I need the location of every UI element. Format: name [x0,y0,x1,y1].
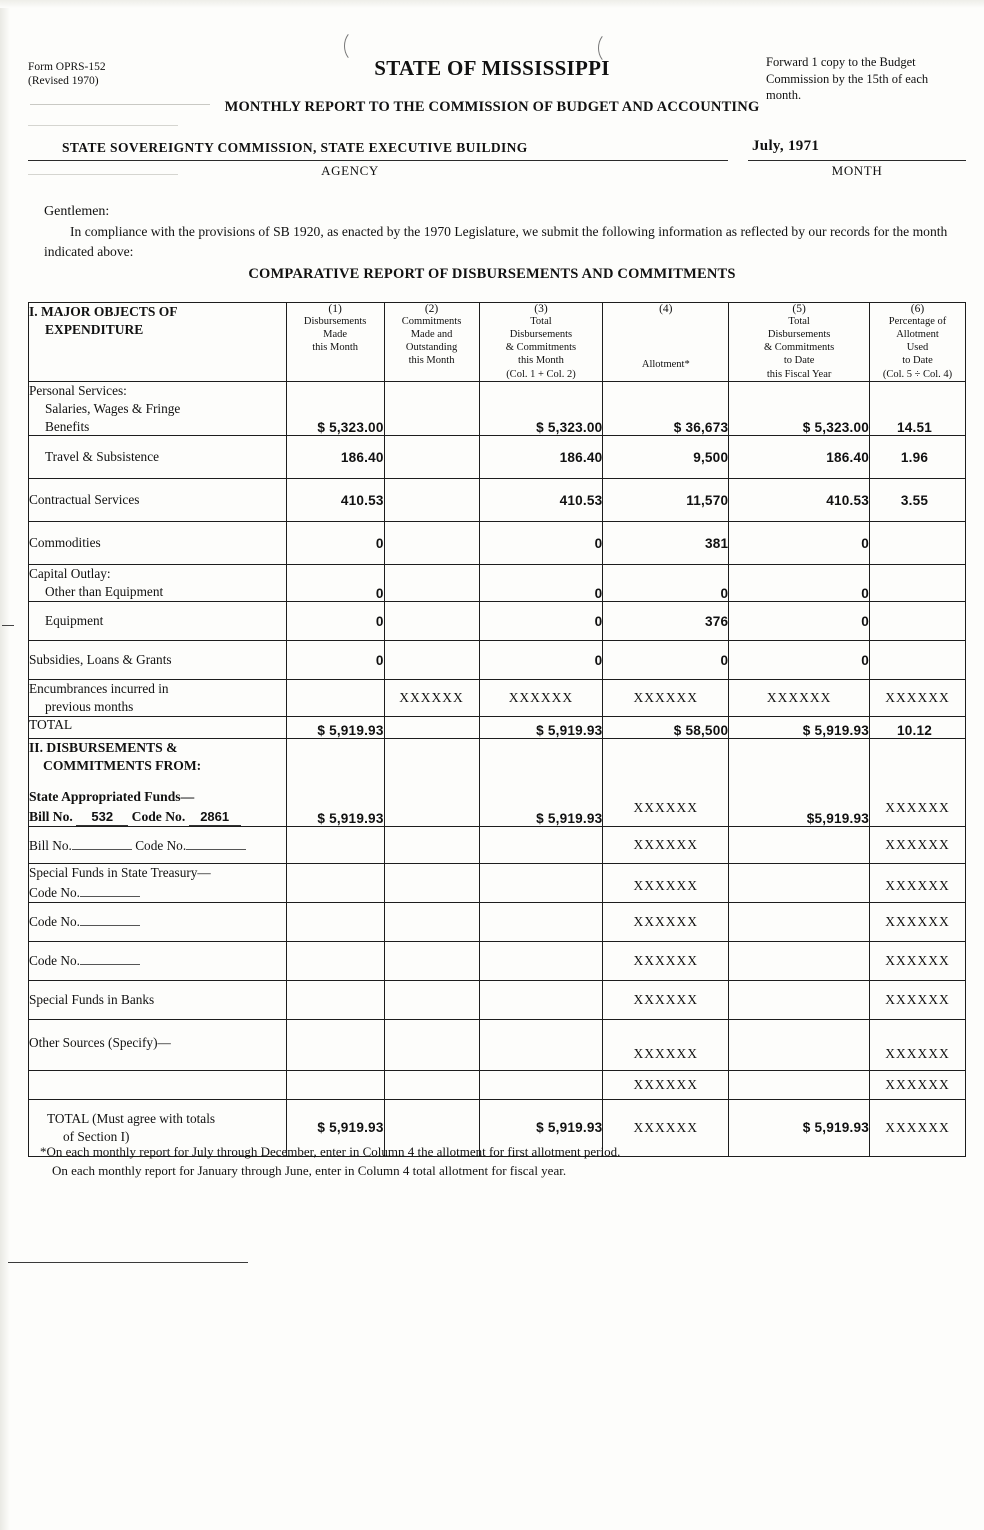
cell-c4: 11,570 [603,479,729,522]
cell-c2 [384,942,479,981]
salutation: Gentlemen: [44,204,110,219]
cell-c1: $ 5,323.00 [286,381,384,436]
cell-c1: $ 5,919.93 [286,716,384,738]
compliance-paragraph: In compliance with the provisions of SB 1920, as enacted by the 1970 Legislature, we submit the following information as reflected by our records for the month indicated above: [44,224,948,259]
cell-c3: $ 5,919.93 [479,738,603,827]
cell-c6 [870,641,966,680]
hdr-line: this Fiscal Year [766,368,832,380]
cell-c1 [286,903,384,942]
month-label: MONTH [831,163,883,178]
cell-c5 [729,1071,870,1100]
cell-c6: XXXXXX [870,903,966,942]
col-header-6 [870,315,966,381]
cell-c6: XXXXXX [870,981,966,1020]
cell-c1: 0 [286,565,384,602]
form-id-line2: (Revised 1970) [28,75,99,88]
col-header-1 [286,315,384,381]
agency-value: STATE SOVEREIGNTY COMMISSION, STATE EXECUTIVE BUILDING [62,140,528,155]
ghost-text [790,118,794,128]
label-line: Personal Services: [29,382,127,398]
cell-c5: XXXXXX [729,680,870,717]
label-line: previous months [45,698,134,714]
cell-c4: XXXXXX [603,942,729,981]
scan-stray-line [28,125,178,126]
stub-header-line1: I. MAJOR OBJECTS OF [29,304,178,319]
ghost-text [224,195,228,205]
bill-no-value[interactable]: 532 [76,808,128,827]
hdr-line: Disbursements [509,329,573,341]
cell-c2 [384,381,479,436]
table-row [29,436,966,479]
cell-c3 [479,942,603,981]
label-line: Contractual Services [29,492,140,508]
hdr-line: Used [906,342,929,354]
cell-c3: 410.53 [479,479,603,522]
cell-c3 [479,903,603,942]
cell-c5: 0 [729,602,870,641]
cell-c5: 186.40 [729,436,870,479]
cell-c5: 0 [729,565,870,602]
cell-c2 [384,479,479,522]
scan-stray-tick [2,625,14,626]
code-no-label: Code No. [29,885,80,901]
table-row [29,680,966,717]
row-label-total: TOTAL [29,716,287,738]
label-line: Salaries, Wages & Fringe [45,400,181,416]
hdr-line: this Month [408,355,455,367]
code-no-blank[interactable] [80,885,140,897]
table-row [29,381,966,436]
cell-c1: $ 5,919.93 [286,1100,384,1157]
cell-c5 [729,903,870,942]
col-number-3: (3) [479,303,603,316]
cell-c4: 0 [603,641,729,680]
cell-c3: $ 5,919.93 [479,1100,603,1157]
label-line: Other Sources (Specify)— [29,1035,171,1051]
code-no-label: Code No. [135,838,187,854]
hdr-line: Made [323,329,348,341]
cell-c3 [479,981,603,1020]
col-header-5 [729,315,870,381]
row-label-travel [29,436,287,479]
cell-c5: $ 5,323.00 [729,381,870,436]
col-header-4 [603,315,729,381]
row-label-code-no-1 [29,903,287,942]
agency-label: AGENCY [321,163,379,178]
row-label-code-no-2 [29,942,287,981]
table-row [29,522,966,565]
cell-c1: $ 5,919.93 [286,738,384,827]
cell-c5 [729,1020,870,1071]
page-subtitle: MONTHLY REPORT TO THE COMMISSION OF BUDGET AND ACCOUNTING [224,99,760,115]
cell-c1: 0 [286,522,384,565]
hdr-line: Total [530,316,552,327]
code-no-label: Code No. [29,914,80,930]
stub-header [29,303,287,382]
bill-no-label: Bill No. [29,808,73,824]
cell-c4: XXXXXX [603,680,729,717]
cell-c1 [286,1020,384,1071]
cell-c5 [729,827,870,864]
section2-heading-line2: COMMITMENTS FROM: [43,758,202,774]
cell-c4: 381 [603,522,729,565]
cell-c4: XXXXXX [603,981,729,1020]
cell-c1: 186.40 [286,436,384,479]
label-line: of Section I) [63,1128,130,1144]
row-label-bill-code-blank [29,827,287,864]
comparative-report-title: COMPARATIVE REPORT OF DISBURSEMENTS AND COMMITMENTS [248,266,736,282]
cell-c4: 376 [603,602,729,641]
cell-c6: XXXXXX [870,1100,966,1157]
cell-c1 [286,981,384,1020]
cell-c3 [479,864,603,903]
table-row [29,479,966,522]
stub-header-line2: EXPENDITURE [45,321,144,337]
cell-c2 [384,565,479,602]
cell-c2 [384,827,479,864]
cell-c2 [384,716,479,738]
cell-c2 [384,903,479,942]
cell-c4: 0 [603,565,729,602]
cell-c6 [870,565,966,602]
label-line: Special Funds in Banks [29,992,155,1008]
scan-stray-line-bottom [8,1262,248,1263]
cell-c6: XXXXXX [870,1020,966,1071]
cell-c4: XXXXXX [603,1100,729,1157]
hdr-line: Disbursements [767,329,831,341]
page-title: STATE OF MISSISSIPPI [374,56,610,80]
cell-c4: XXXXXX [603,1071,729,1100]
table-row [29,1020,966,1071]
label-line: Travel & Subsistence [45,449,160,465]
footnote [40,1143,900,1181]
code-no-label: Code No. [29,953,80,969]
cell-c3: $ 5,323.00 [479,381,603,436]
hdr-line: this Month [518,355,564,367]
cell-c3: 186.40 [479,436,603,479]
row-label-other-sources-blank [29,1071,287,1100]
cell-c2 [384,1071,479,1100]
cell-c4: XXXXXX [603,903,729,942]
table-row [29,1071,966,1100]
code-no-label: Code No. [131,808,186,824]
hdr-line: & Commitments [505,342,577,354]
row-label-special-funds-treasury [29,864,287,903]
cell-c3 [479,1020,603,1071]
cell-c1: 0 [286,641,384,680]
cell-c6: XXXXXX [870,1071,966,1100]
hdr-line: Commitments [401,316,462,327]
table-row [29,827,966,864]
cell-c1 [286,680,384,717]
cell-c2 [384,981,479,1020]
label-line: TOTAL (Must agree with totals [47,1111,216,1127]
section2-heading-line1: II. DISBURSEMENTS & [29,739,178,755]
cell-c4: $ 58,500 [603,716,729,738]
row-label-encumbrances [29,680,287,717]
cell-c6 [870,602,966,641]
cell-c5: $ 5,919.93 [729,1100,870,1157]
cell-c5: $5,919.93 [729,738,870,827]
col-number-1: (1) [286,303,384,316]
table-row [29,903,966,942]
column-number-row [29,303,966,316]
hdr-line: to Date [902,355,933,367]
label-line: Commodities [29,535,101,551]
row-label-subsidies [29,641,287,680]
cell-c3: $ 5,919.93 [479,716,603,738]
cell-c2 [384,641,479,680]
cell-c3: 0 [479,522,603,565]
table-row [29,641,966,680]
forward-instruction: Forward 1 copy to the Budget Commission by the 15th of each month. [766,55,929,102]
cell-c2 [384,864,479,903]
hdr-line: Percentage of [888,316,947,327]
label-line: Encumbrances incurred in [29,681,169,696]
hdr-line: to Date [783,355,815,367]
table-row [29,864,966,903]
form-id-line1: Form OPRS-152 [28,61,106,73]
cell-c4: $ 36,673 [603,381,729,436]
table-row-total [29,716,966,738]
table-row [29,565,966,602]
cell-c5 [729,981,870,1020]
hdr-line: Total [788,316,810,327]
cell-c6: 1.96 [870,436,966,479]
cell-c3 [479,827,603,864]
label-line: Subsidies, Loans & Grants [29,652,172,668]
cell-c1 [286,864,384,903]
col-header-2 [384,315,479,381]
cell-c1 [286,942,384,981]
cell-c6: 3.55 [870,479,966,522]
cell-c6: XXXXXX [870,827,966,864]
label-line: Other than Equipment [45,584,164,600]
label-line: State Appropriated Funds— [29,788,195,804]
cell-c2 [384,602,479,641]
cell-c2 [384,522,479,565]
col-number-2: (2) [384,303,479,316]
cell-c3: 0 [479,641,603,680]
table-row [29,981,966,1020]
cell-c6: XXXXXX [870,942,966,981]
cell-c5: $ 5,919.93 [729,716,870,738]
bill-no-blank[interactable] [72,838,132,850]
cell-c2: XXXXXX [384,680,479,717]
cell-c3: XXXXXX [479,680,603,717]
cell-c5 [729,942,870,981]
table-row-section2-first [29,738,966,827]
cell-c5: 0 [729,641,870,680]
table-row [29,942,966,981]
cell-c6: XXXXXX [870,738,966,827]
label-line: Special Funds in State Treasury— [29,865,211,881]
cell-c4: 9,500 [603,436,729,479]
footnote-line2: On each monthly report for January through June, enter in Column 4 total allotment for fiscal year. [52,1162,567,1178]
code-no-blank[interactable] [186,838,246,850]
col-number-5: (5) [729,303,870,316]
cell-c6 [870,522,966,565]
code-no-blank[interactable] [80,914,140,926]
col-header-3 [479,315,603,381]
hdr-line: Outstanding [405,342,458,354]
hdr-line: Made and [410,329,453,341]
cell-c3: 0 [479,565,603,602]
cell-c1: 410.53 [286,479,384,522]
cell-c4: XXXXXX [603,864,729,903]
cell-c2 [384,1020,479,1071]
section2-heading [29,738,287,827]
row-label-contractual [29,479,287,522]
row-label-personal-services [29,381,287,436]
scan-edge [0,0,10,1530]
hdr-line: this Month [312,342,359,354]
row-label-equipment [29,602,287,641]
cell-c6: 10.12 [870,716,966,738]
cell-c3 [479,1071,603,1100]
hdr-line: & Commitments [763,342,835,354]
row-label-special-funds-banks [29,981,287,1020]
cell-c4: XXXXXX [603,1020,729,1071]
label-line: Capital Outlay: [29,566,111,582]
code-no-blank[interactable] [80,953,140,965]
label-line: Equipment [45,613,104,629]
cell-c4: XXXXXX [603,827,729,864]
hdr-line: Allotment [896,329,939,341]
row-label-capital-outlay [29,565,287,602]
col-number-4: (4) [603,303,729,316]
cell-c1: 0 [286,602,384,641]
cell-c4: XXXXXX [603,738,729,827]
bill-no-label: Bill No. [29,838,72,854]
table-row [29,602,966,641]
label-line: Benefits [45,418,90,434]
cell-c6: XXXXXX [870,864,966,903]
code-no-value[interactable]: 2861 [189,808,241,827]
cell-c3: 0 [479,602,603,641]
hdr-line: (Col. 1 + Col. 2) [506,368,576,380]
cell-c1 [286,827,384,864]
row-label-other-sources [29,1020,287,1071]
scan-edge-top [0,0,984,8]
disbursements-table [28,302,966,1157]
hdr-line: (Col. 5 ÷ Col. 4) [882,368,953,380]
hdr-line: Disbursements [303,316,367,327]
cell-c6: 14.51 [870,381,966,436]
col-number-6: (6) [870,303,966,316]
cell-c1 [286,1071,384,1100]
cell-c6: XXXXXX [870,680,966,717]
cell-c5: 0 [729,522,870,565]
cell-c5: 410.53 [729,479,870,522]
month-value: July, 1971 [752,138,820,154]
cell-c2 [384,436,479,479]
row-label-commodities [29,522,287,565]
cell-c2 [384,738,479,827]
hdr-line: Allotment* [641,358,690,370]
footnote-line1: *On each monthly report for July through December, enter in Column 4 the allotment for first allotment period. [40,1144,621,1159]
cell-c5 [729,864,870,903]
